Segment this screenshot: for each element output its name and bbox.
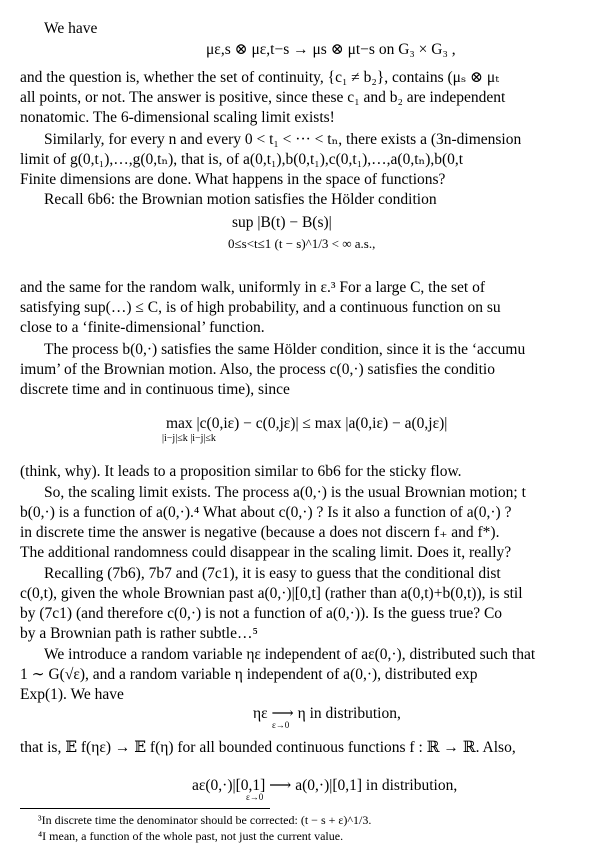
equation-holder-bottom: 0≤s<t≤1 (t − s)^1/3 < ∞ a.s., [228,236,376,251]
text-line: all points, or not. The answer is positive, since these c₁ and b₂ are independent [20,89,506,106]
footnote: ⁴I mean, a function of the whole past, not just the current value. [38,829,344,843]
text-line: c(0,t), given the whole Brownian past a(0,·)|[0,t] (rather than a(0,t)+b(0,t)), is stil [20,585,523,602]
text-line: nonatomic. The 6-dimensional scaling limit exists! [20,109,335,126]
equation-eta-limit-sub: ε→0 [272,720,290,730]
text-line: So, the scaling limit exists. The process a(0,·) is the usual Brownian motion; t [44,484,526,501]
text-line: Finite dimensions are done. What happens in the space of functions? [20,171,446,188]
text-line: Recalling (7b6), 7b7 and (7c1), it is easy to guess that the conditional dist [44,565,501,582]
text-line: imum’ of the Brownian motion. Also, the process c(0,·) satisfies the conditio [20,361,495,378]
text-line: discrete time and in continuous time), since [20,381,290,398]
equation-a-limit: aε(0,·)|[0,1] ⟶ a(0,·)|[0,1] in distribution, [192,777,458,794]
text-line: 1 ∼ G(√ε), and a random variable η independent of a(0,·), distributed exp [20,666,478,683]
equation-convolution: με,s ⊗ με,t−s → μs ⊗ μt−s on G₃ × G₃ , [206,41,456,58]
text-line: satisfying sup(…) ≤ C, is of high probability, and a continuous function on su [20,299,501,316]
footnote-rule [20,808,270,809]
equation-eta-limit: ηε ⟶ η in distribution, [253,705,401,722]
text-line: We have [44,20,98,37]
text-line: and the question is, whether the set of continuity, {c₁ ≠ b₂}, contains (μₛ ⊗ μₜ [20,69,500,86]
text-line: The additional randomness could disappear in the scaling limit. Does it, really? [20,544,512,561]
text-line: limit of g(0,t₁),…,g(0,tₙ), that is, of a(0,t₁),b(0,t₁),c(0,t₁),…,a(0,tₙ),b(0,t [20,151,464,168]
equation-holder-top: sup |B(t) − B(s)| [232,214,332,231]
text-line: Recall 6b6: the Brownian motion satisfies the Hölder condition [44,191,437,208]
text-line: We introduce a random variable ηε independent of aε(0,·), distributed such that [44,646,536,663]
equation-max-subscripts: |i−j|≤k |i−j|≤k [162,433,216,444]
text-line: b(0,·) is a function of a(0,·).⁴ What about c(0,·) ? Is it also a function of a(0,·) ? [20,504,512,521]
text-line: Exp(1). We have [20,686,124,703]
text-line: The process b(0,·) satisfies the same Hölder condition, since it is the ‘accumu [44,341,526,358]
text-line: close to a ‘finite-dimensional’ function. [20,319,265,336]
equation-max: max |c(0,iε) − c(0,jε)| ≤ max |a(0,iε) − a(0,jε)| [166,415,448,432]
equation-a-limit-sub: ε→0 [246,792,264,802]
text-line: Similarly, for every n and every 0 < t₁ < ··· < tₙ, there exists a (3n-dimension [44,131,522,148]
text-line: (think, why). It leads to a proposition similar to 6b6 for the sticky flow. [20,463,462,480]
text-line: that is, 𝔼 f(ηε) → 𝔼 f(η) for all bounded continuous functions f : ℝ → ℝ. Also, [20,739,516,756]
text-line: by a Brownian path is rather subtle…⁵ [20,625,258,642]
footnote: ³In discrete time the denominator should be corrected: (t − s + ε)^1/3. [38,813,372,827]
text-line: in discrete time the answer is negative (because a does not discern f₊ and f*). [20,524,500,541]
text-line: by (7c1) (and therefore c(0,·) is not a function of a(0,·)). Is the guess true? Co [20,605,503,622]
text-line: and the same for the random walk, uniformly in ε.³ For a large C, the set of [20,279,485,296]
